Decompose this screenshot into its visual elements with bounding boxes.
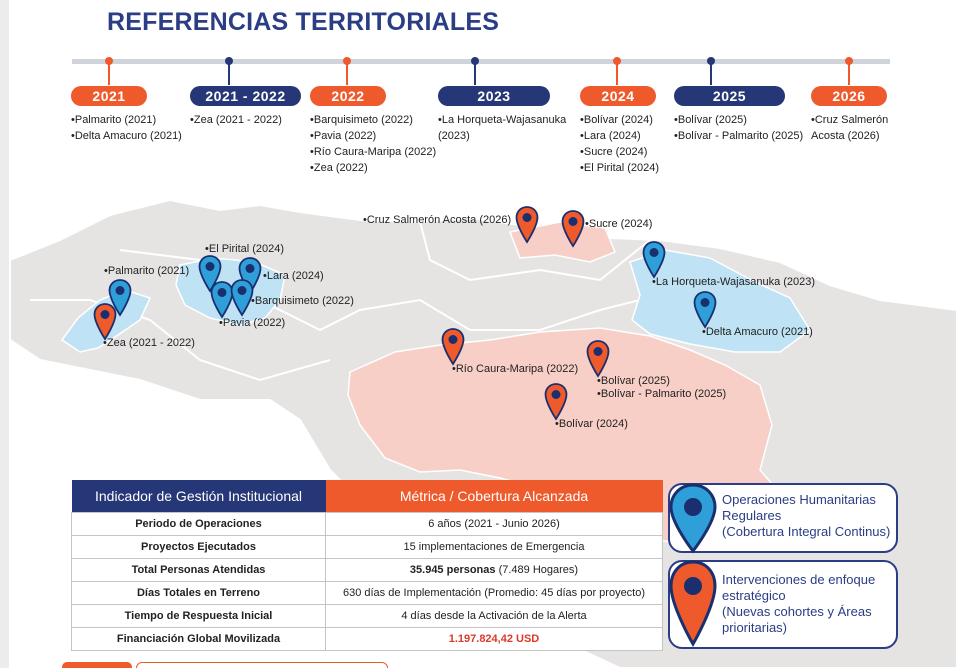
- list-item: •Pavia (2022): [310, 130, 377, 142]
- list-item: •Palmarito (2021): [71, 114, 157, 126]
- map-pin-blue-icon: [693, 291, 717, 329]
- table-row: [72, 605, 663, 628]
- timeline-stem: [346, 63, 348, 85]
- pin-label: •La Horqueta-Wajasanuka (2023): [652, 276, 816, 288]
- list-item: Acosta (2026): [811, 130, 880, 142]
- year-list-2025: [674, 112, 803, 144]
- year-list-2021-2022: [190, 112, 282, 128]
- row-label: Total Personas Atendidas: [72, 559, 326, 582]
- list-item: •Zea (2022): [310, 162, 368, 174]
- map-pin-blue[interactable]: [693, 291, 717, 329]
- year-list-2026: [811, 112, 888, 144]
- legend-text: [722, 492, 890, 540]
- pin-label: •Río Caura-Maripa (2022): [452, 363, 579, 375]
- row-value: 4 días desde la Activación de la Alerta: [326, 605, 663, 628]
- pin-label: •Bolívar (2024): [555, 418, 628, 430]
- legend-humanitarian: [668, 483, 898, 553]
- list-item: •Bolívar (2025): [674, 114, 747, 126]
- row-value-bold: 35.945 personas: [409, 564, 496, 576]
- list-item: (2023): [438, 130, 470, 142]
- row-value: [326, 559, 663, 582]
- map-pin-orange[interactable]: [586, 340, 610, 378]
- map-pin-orange-icon: [441, 328, 465, 366]
- timeline-stem: [474, 63, 476, 85]
- table-row: [72, 513, 663, 536]
- year-list-2023: [438, 112, 566, 144]
- pin-label: •Palmarito (2021): [104, 265, 190, 277]
- legend-line: prioritarias): [722, 620, 788, 635]
- year-pill-2025[interactable]: 2025: [674, 86, 785, 106]
- pin-label: •Cruz Salmerón Acosta (2026): [363, 214, 512, 226]
- legend-text: [722, 572, 875, 636]
- table-row: [72, 536, 663, 559]
- map-pin-orange-icon: [515, 206, 539, 244]
- year-pill-2022[interactable]: 2022: [310, 86, 386, 106]
- legend-pin-orange-icon: [668, 560, 718, 653]
- row-value-suffix: (7.489 Hogares): [498, 564, 579, 576]
- row-value: 630 días de Implementación (Promedio: 45 días por proyecto): [326, 582, 663, 605]
- list-item: •Bolívar (2024): [580, 114, 653, 126]
- table-row: [72, 559, 663, 582]
- row-label: Proyectos Ejecutados: [72, 536, 326, 559]
- year-pill-2026[interactable]: 2026: [811, 86, 887, 106]
- timeline-stem: [228, 63, 230, 85]
- pin-label: •Barquisimeto (2022): [251, 295, 354, 307]
- map-pin-orange[interactable]: [515, 206, 539, 244]
- footer-tab[interactable]: [136, 662, 388, 668]
- map-pin-blue-icon: [642, 241, 666, 279]
- year-list-2021: [71, 112, 182, 144]
- list-item: •Barquisimeto (2022): [310, 114, 413, 126]
- map-pin-orange[interactable]: [544, 383, 568, 421]
- legend-line: Regulares: [722, 508, 782, 523]
- list-item: •El Pirital (2024): [580, 162, 660, 174]
- pin-label: •Lara (2024): [263, 270, 324, 282]
- list-item: •Río Caura-Maripa (2022): [310, 146, 437, 158]
- legend-pin-blue-icon: [668, 483, 718, 560]
- legend-line: (Nuevas cohortes y Áreas: [722, 604, 872, 619]
- list-item: •Lara (2024): [580, 130, 641, 142]
- timeline-stem: [848, 63, 850, 85]
- table-row: [72, 582, 663, 605]
- pin-label: •Bolívar (2025): [597, 375, 670, 387]
- pin-label: •Zea (2021 - 2022): [103, 337, 195, 349]
- legend-line: (Cobertura Integral Continus): [722, 524, 891, 539]
- row-value: 1.197.824,42 USD: [326, 628, 663, 651]
- row-label: Días Totales en Terreno: [72, 582, 326, 605]
- row-label: Financiación Global Movilizada: [72, 628, 326, 651]
- row-label: Tiempo de Respuesta Inicial: [72, 605, 326, 628]
- pin-label: •El Pirital (2024): [205, 243, 285, 255]
- pin-label: •Pavia (2022): [219, 317, 286, 329]
- year-list-2024: [580, 112, 659, 176]
- year-pill-2024[interactable]: 2024: [580, 86, 656, 106]
- pin-label: •Bolívar - Palmarito (2025): [597, 388, 727, 400]
- row-value: 6 años (2021 - Junio 2026): [326, 513, 663, 536]
- timeline-stem: [108, 63, 110, 85]
- legend-line: Intervenciones de enfoque: [722, 572, 876, 587]
- year-pill-2021[interactable]: 2021: [71, 86, 147, 106]
- map-pin-orange[interactable]: [441, 328, 465, 366]
- legend-strategic: [668, 560, 898, 649]
- list-item: •Bolívar - Palmarito (2025): [674, 130, 804, 142]
- column-header: Indicador de Gestión Institucional: [72, 480, 326, 513]
- year-pill-2023[interactable]: 2023: [438, 86, 550, 106]
- map-pin-blue[interactable]: [642, 241, 666, 279]
- pin-label: •Delta Amacuro (2021): [702, 326, 813, 338]
- list-item: •La Horqueta-Wajasanuka: [438, 114, 567, 126]
- footer-tab[interactable]: [62, 662, 132, 668]
- timeline-stem: [710, 63, 712, 85]
- list-item: •Cruz Salmerón: [811, 114, 889, 126]
- list-item: •Sucre (2024): [580, 146, 648, 158]
- year-list-2022: [310, 112, 436, 176]
- page-title: REFERENCIAS TERRITORIALES: [107, 8, 500, 36]
- map-pin-orange[interactable]: [561, 210, 585, 248]
- list-item: •Zea (2021 - 2022): [190, 114, 282, 126]
- indicator-table: [71, 480, 663, 651]
- list-item: •Delta Amacuro (2021): [71, 130, 182, 142]
- map-pin-orange-icon: [561, 210, 585, 248]
- timeline-line: [72, 59, 890, 64]
- pin-label: •Sucre (2024): [585, 218, 653, 230]
- year-pill-2021-2022[interactable]: 2021 - 2022: [190, 86, 301, 106]
- map-pin-orange-icon: [586, 340, 610, 378]
- row-value: 15 implementaciones de Emergencia: [326, 536, 663, 559]
- legend-line: Operaciones Humanitarias: [722, 492, 876, 507]
- row-label: Periodo de Operaciones: [72, 513, 326, 536]
- map-pin-orange-icon: [544, 383, 568, 421]
- timeline-stem: [616, 63, 618, 85]
- table-row: [72, 628, 663, 651]
- column-header: Métrica / Cobertura Alcanzada: [326, 480, 663, 513]
- table-header-row: [72, 480, 663, 513]
- legend-line: estratégico: [722, 588, 786, 603]
